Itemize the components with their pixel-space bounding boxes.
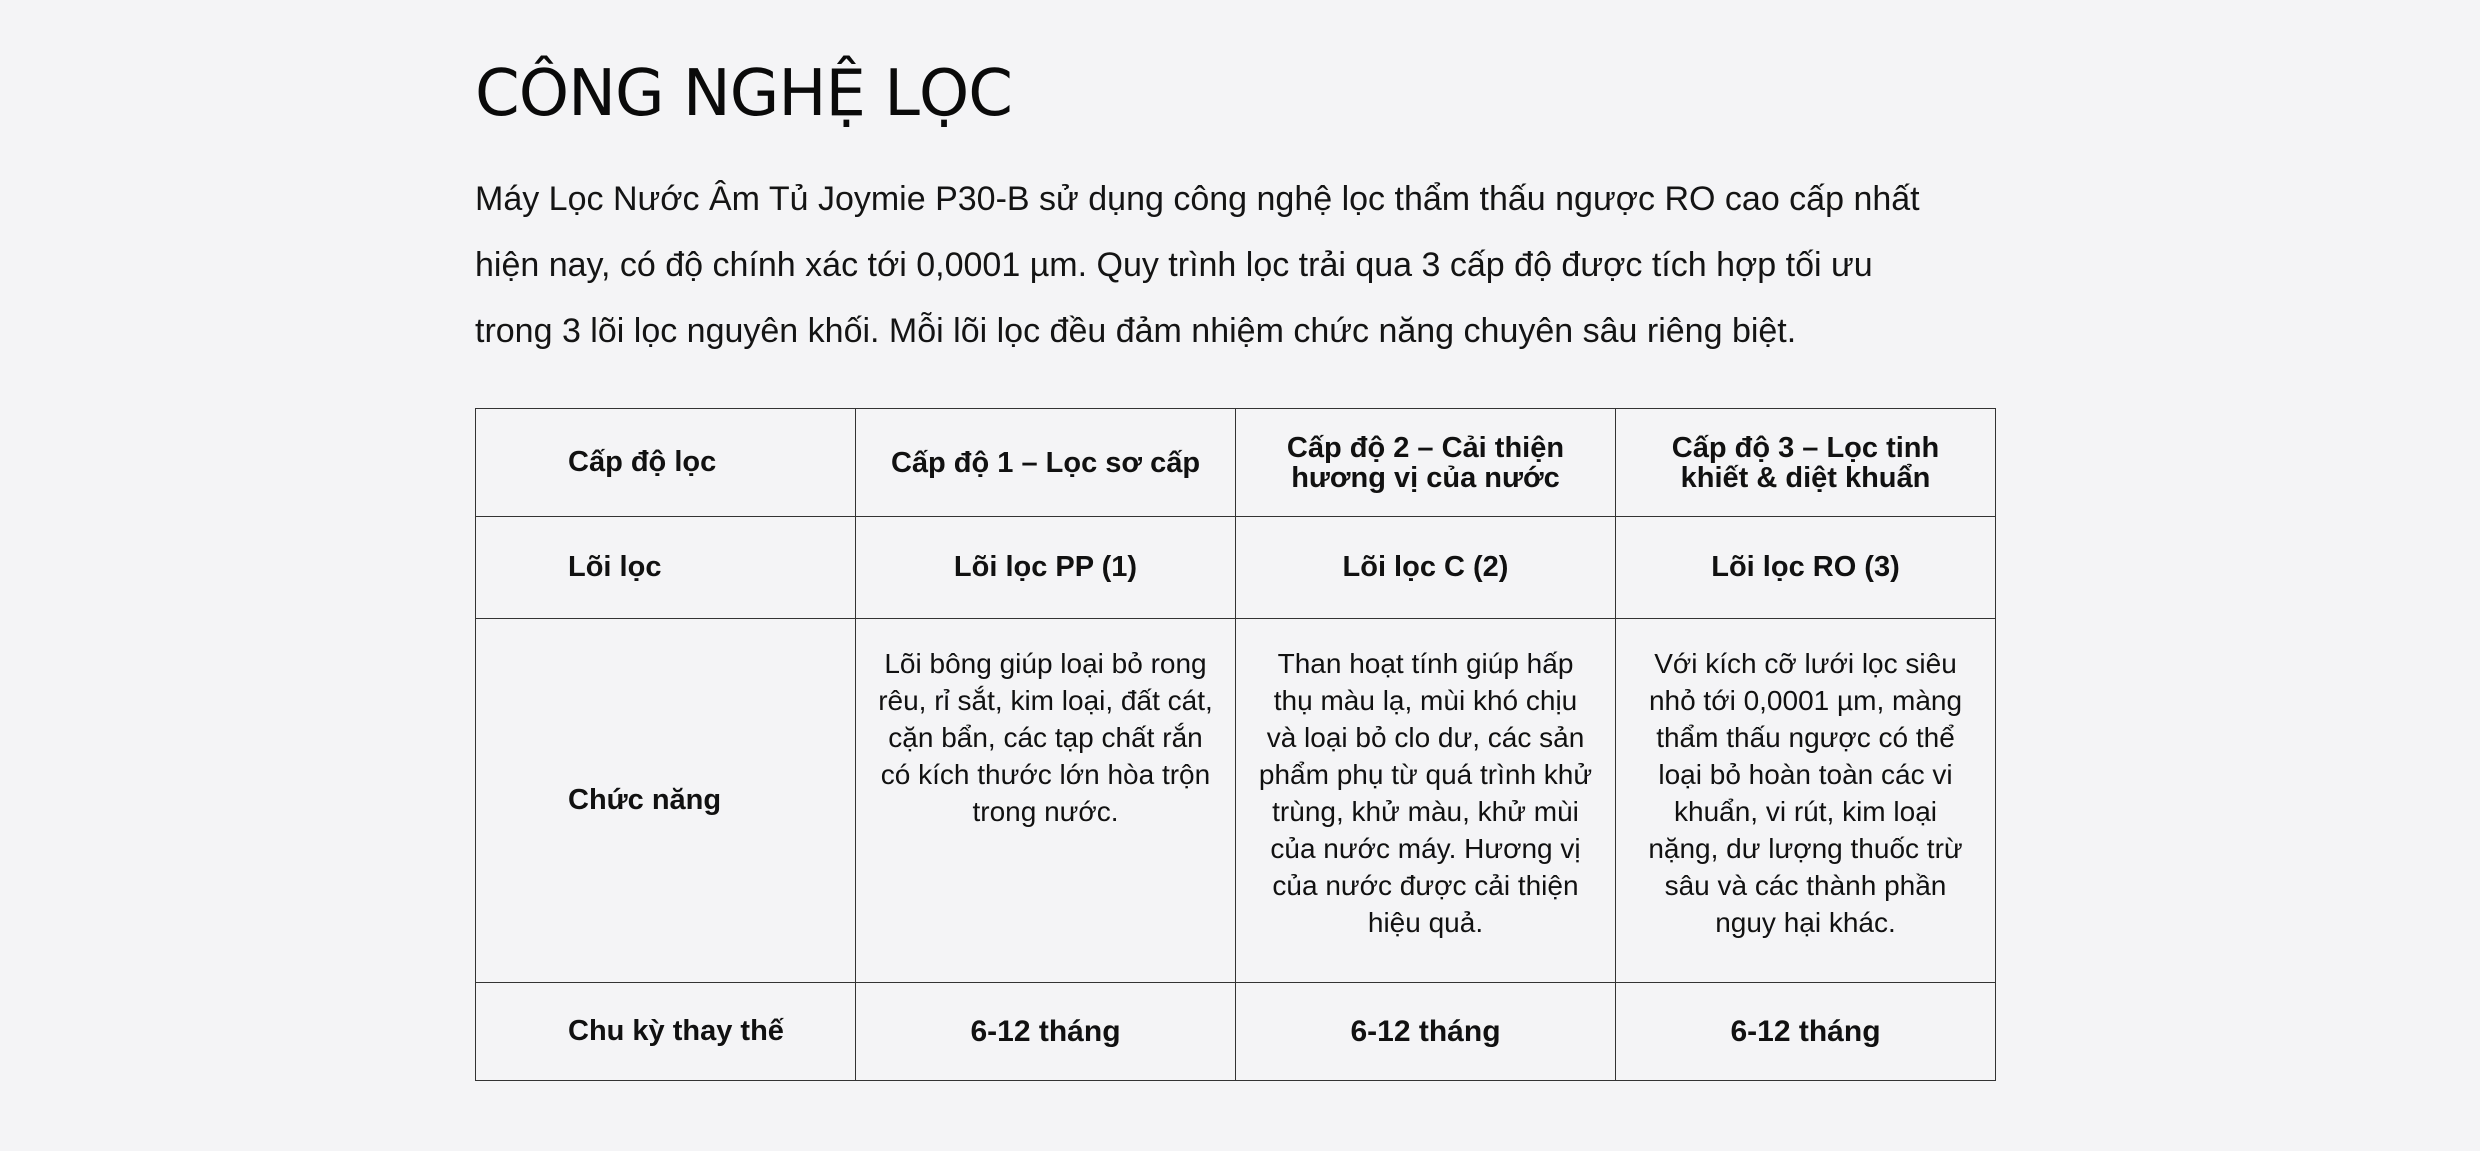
cell-core-c: Lõi lọc C (2)	[1236, 517, 1616, 619]
cell-function-ro: Với kích cỡ lưới lọc siêu nhỏ tới 0,0001 µm, màng thẩm thấu ngược có thể loại bỏ hoàn toàn các vi khuẩn, vi rút, kim loại nặng, dư lượng thuốc trừ sâu và các thành phần nguy hại khác.	[1616, 619, 1996, 983]
cell-core-pp: Lõi lọc PP (1)	[856, 517, 1236, 619]
intro-paragraph	[475, 166, 1995, 364]
row-header-filter-level: Cấp độ lọc	[476, 409, 856, 517]
cell-cycle-pp: 6-12 tháng	[856, 983, 1236, 1081]
page-title: CÔNG NGHỆ LỌC	[475, 57, 1012, 131]
row-header-replacement-cycle: Chu kỳ thay thế	[476, 983, 856, 1081]
filter-spec-table	[475, 408, 1996, 1081]
table-row-filter-core	[476, 517, 1996, 619]
cell-level-1: Cấp độ 1 – Lọc sơ cấp	[856, 409, 1236, 517]
table-row-function	[476, 619, 1996, 983]
cell-cycle-ro: 6-12 tháng	[1616, 983, 1996, 1081]
intro-line-3: trong 3 lõi lọc nguyên khối. Mỗi lõi lọc đều đảm nhiệm chức năng chuyên sâu riêng biệt.	[475, 312, 1797, 350]
cell-level-3: Cấp độ 3 – Lọc tinh khiết & diệt khuẩn	[1616, 409, 1996, 517]
cell-level-2: Cấp độ 2 – Cải thiện hương vị của nước	[1236, 409, 1616, 517]
cell-core-ro: Lõi lọc RO (3)	[1616, 517, 1996, 619]
table-row-replacement-cycle	[476, 983, 1996, 1081]
intro-line-2: hiện nay, có độ chính xác tới 0,0001 µm. Quy trình lọc trải qua 3 cấp độ được tích hợp tối ưu	[475, 246, 1873, 284]
cell-function-pp: Lõi bông giúp loại bỏ rong rêu, rỉ sắt, kim loại, đất cát, cặn bẩn, các tạp chất rắn có kích thước lớn hòa trộn trong nước.	[856, 619, 1236, 983]
intro-line-1: Máy Lọc Nước Âm Tủ Joymie P30-B sử dụng công nghệ lọc thẩm thấu ngược RO cao cấp nhất	[475, 180, 1920, 218]
table-row-filter-level	[476, 409, 1996, 517]
row-header-filter-core: Lõi lọc	[476, 517, 856, 619]
cell-cycle-c: 6-12 tháng	[1236, 983, 1616, 1081]
cell-function-c: Than hoạt tính giúp hấp thụ màu lạ, mùi khó chịu và loại bỏ clo dư, các sản phẩm phụ từ quá trình khử trùng, khử màu, khử mùi của nước máy. Hương vị của nước được cải thiện hiệu quả.	[1236, 619, 1616, 983]
row-header-function: Chức năng	[476, 619, 856, 983]
